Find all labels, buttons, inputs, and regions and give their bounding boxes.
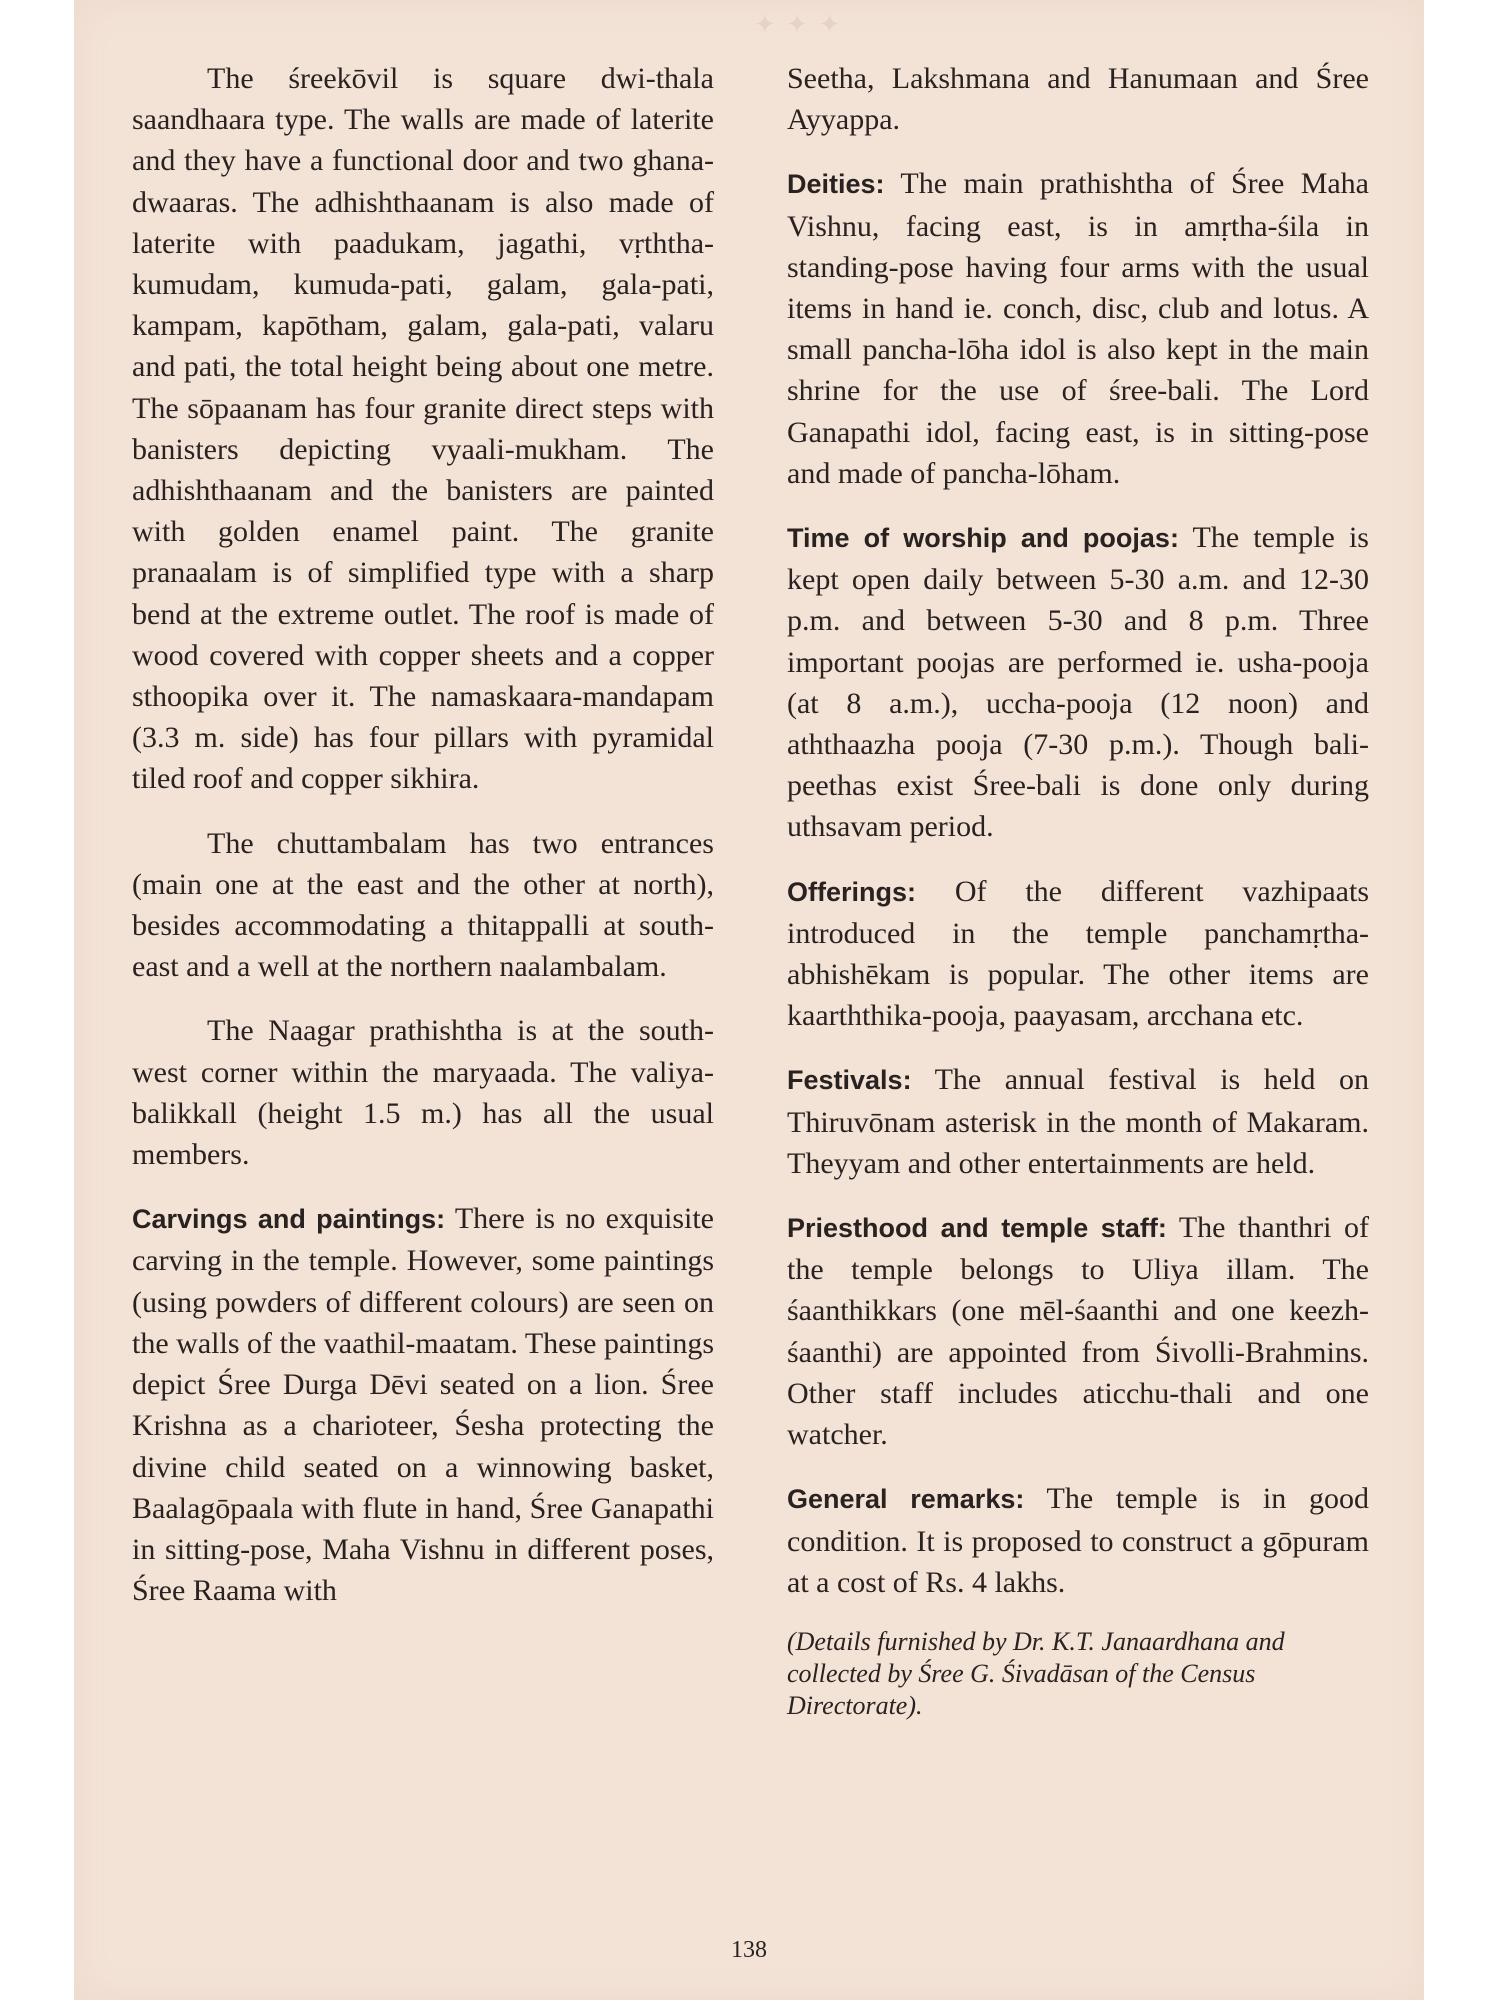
section-festivals: [787, 1059, 1369, 1184]
remarks-text: The temple is in good condition. It is proposed to construct a gōpuram at a cost of Rs. 4 lakhs.: [787, 1482, 1369, 1599]
paragraph-continuation: Seetha, Lakshmana and Hanumaan and Śree Ayyappa.: [787, 62, 1369, 137]
carvings-heading: Carvings and paintings:: [132, 1204, 446, 1235]
section-worship: [787, 517, 1369, 848]
deities-text: The main prathishtha of Śree Maha Vishnu, facing east, is in amṛtha-śila in standing-pose having four arms with the usual items in hand ie. conch, disc, club and lotus. A small pancha-lōha idol is also kept in the main shrine for the use of śree-bali. The Lord Ganapathi idol, facing east, is in sitting-pose and made of pancha-lōham.: [787, 167, 1369, 490]
paragraph-naagar: The Naagar prathishtha is at the south-west corner within the maryaada. The valiya-balikkall (height 1.5 m.) has all the usual members.: [132, 1014, 714, 1172]
festivals-text: The annual festival is held on Thiruvōnam asterisk in the month of Makaram. Theyyam and other entertainments are held.: [787, 1063, 1369, 1180]
section-offerings: [787, 871, 1369, 1037]
worship-heading: Time of worship and poojas:: [787, 523, 1179, 554]
section-carvings: [132, 1198, 714, 1611]
offerings-text: Of the different vazhipaats introduced in the temple panchamṛtha-abhishēkam is popular. The other items are kaarththika-pooja, paayasam, arcchana etc.: [787, 874, 1369, 1033]
deities-heading: Deities:: [787, 169, 885, 200]
bleed-through-header: ✦ ✦ ✦: [754, 10, 843, 39]
festivals-heading: Festivals:: [787, 1065, 912, 1096]
section-remarks: [787, 1478, 1369, 1603]
carvings-text: There is no exquisite carving in the temple. However, some paintings (using powders of different colours) are seen on the walls of the vaathil-maatam. These paintings depict Śree Durga Dēvi seated on a lion. Śree Krishna as a charioteer, Śesha protecting the divine child seated on a winnowing basket, Baalagōpaala with flute in hand, Śree Ganapathi in sitting-pose, Maha Vishnu in different poses, Śree Raama with: [132, 1202, 714, 1608]
paragraph-chuttambalam: The chuttambalam has two entrances (main one at the east and the other at north), besides accommodating a thitappalli at south-east and a well at the northern naalambalam.: [132, 826, 714, 984]
left-column: [132, 58, 714, 1634]
remarks-heading: General remarks:: [787, 1484, 1025, 1515]
source-note: (Details furnished by Dr. K.T. Janaardhana and collected by Śree G. Śivadāsan of the Census Directorate).: [787, 1626, 1285, 1720]
worship-text: The temple is kept open daily between 5-30 a.m. and 12-30 p.m. and between 5-30 and 8 p.m. Three important poojas are performed ie. usha-pooja (at 8 a.m.), uccha-pooja (12 noon) and aththaazha pooja (7-30 p.m.). Though bali-peethas exist Śree-bali is done only during uthsavam period.: [787, 521, 1369, 844]
right-column: [787, 58, 1369, 1745]
priesthood-text: The thanthri of the temple belongs to Uliya illam. The śaanthikkars (one mēl-śaanthi and one keezh-śaanthi) are appointed from Śivolli-Brahmins. Other staff includes aticchu-thali and one watcher.: [787, 1211, 1369, 1452]
page-number: 138: [731, 1937, 767, 1963]
offerings-heading: Offerings:: [787, 876, 917, 907]
paragraph-sreekovil: The śreekōvil is square dwi-thala saandhaara type. The walls are made of laterite and they have a functional door and two ghana-dwaaras. The adhishthaanam is also made of laterite with paadukam, jagathi, vṛththa-kumudam, kumuda-pati, galam, gala-pati, kampam, kapōtham, galam, gala-pati, valaru and pati, the total height being about one metre. The sōpaanam has four granite direct steps with banisters depicting vyaali-mukham. The adhishthaanam and the banisters are painted with golden enamel paint. The granite pranaalam is of simplified type with a sharp bend at the extreme outlet. The roof is made of wood covered with copper sheets and a copper sthoopika over it. The namaskaara-mandapam (3.3 m. side) has four pillars with pyramidal tiled roof and copper sikhira.: [132, 62, 714, 796]
document-page: [74, 0, 1424, 2000]
priesthood-heading: Priesthood and temple staff:: [787, 1213, 1167, 1244]
section-deities: [787, 163, 1369, 494]
section-priesthood: [787, 1207, 1369, 1455]
